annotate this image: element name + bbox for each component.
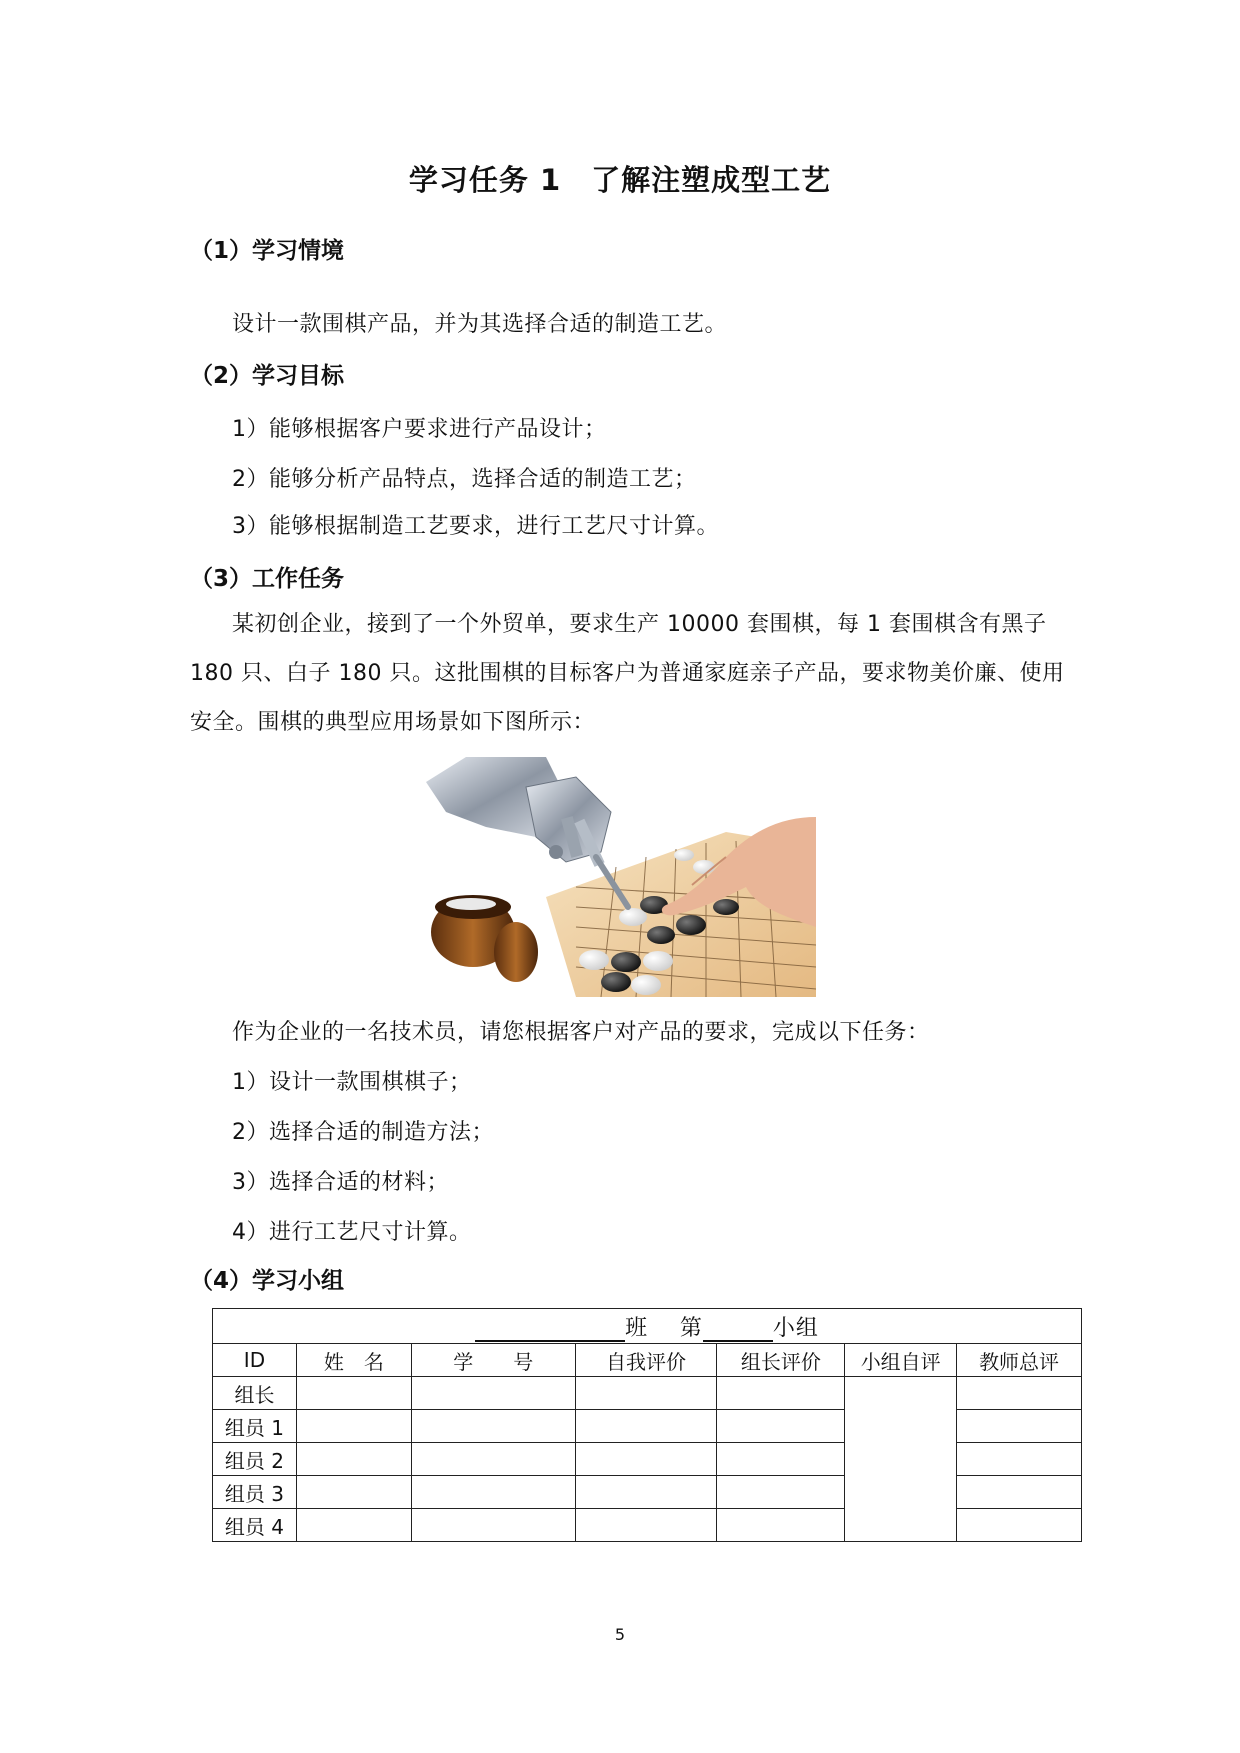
row-label-leader: 组长 (213, 1377, 297, 1410)
section-4-heading: （4）学习小组 (190, 1268, 345, 1294)
header-name: 姓 名 (296, 1344, 411, 1377)
task-intro: 作为企业的一名技术员，请您根据客户对产品的要求，完成以下任务： (232, 1020, 930, 1045)
leader-eval-cell[interactable] (717, 1410, 845, 1443)
name-cell[interactable] (296, 1476, 411, 1509)
task-item-4: 4）进行工艺尺寸计算。 (232, 1220, 472, 1245)
go-scene-illustration (426, 757, 816, 997)
name-cell[interactable] (296, 1377, 411, 1410)
group-eval-cell[interactable] (845, 1377, 957, 1542)
name-cell[interactable] (296, 1509, 411, 1542)
teacher-eval-cell[interactable] (957, 1443, 1082, 1476)
student-id-cell[interactable] (411, 1410, 575, 1443)
section-1-heading: （1）学习情境 (190, 238, 345, 264)
leader-eval-cell[interactable] (717, 1377, 845, 1410)
header-teacher-eval: 教师总评 (957, 1344, 1082, 1377)
header-leader-eval: 组长评价 (717, 1344, 845, 1377)
leader-eval-cell[interactable] (717, 1443, 845, 1476)
teacher-eval-cell[interactable] (957, 1509, 1082, 1542)
table-caption (213, 1309, 1082, 1344)
name-cell[interactable] (296, 1410, 411, 1443)
self-eval-cell[interactable] (575, 1377, 717, 1410)
leader-eval-cell[interactable] (717, 1509, 845, 1542)
leader-eval-cell[interactable] (717, 1476, 845, 1509)
section-3-heading: （3）工作任务 (190, 566, 345, 592)
caption-group: 小组 (772, 1315, 819, 1341)
table-row (213, 1377, 1082, 1410)
section-1-text: 设计一款围棋产品，并为其选择合适的制造工艺。 (232, 312, 728, 337)
task-item-1: 1）设计一款围棋棋子； (232, 1070, 472, 1095)
row-label-member-4: 组员 4 (213, 1509, 297, 1542)
teacher-eval-cell[interactable] (957, 1377, 1082, 1410)
header-self-eval: 自我评价 (575, 1344, 717, 1377)
page-title: 学习任务 1 了解注塑成型工艺 (408, 163, 832, 197)
student-id-cell[interactable] (411, 1476, 575, 1509)
go-scene-svg (426, 757, 816, 997)
row-label-member-3: 组员 3 (213, 1476, 297, 1509)
goal-item-2: 2）能够分析产品特点，选择合适的制造工艺； (232, 467, 697, 492)
header-student-id: 学 号 (411, 1344, 575, 1377)
self-eval-cell[interactable] (575, 1410, 717, 1443)
class-blank[interactable] (475, 1318, 625, 1342)
name-cell[interactable] (296, 1443, 411, 1476)
teacher-eval-cell[interactable] (957, 1410, 1082, 1443)
goal-item-3: 3）能够根据制造工艺要求，进行工艺尺寸计算。 (232, 514, 719, 539)
self-eval-cell[interactable] (575, 1509, 717, 1542)
task-paragraph: 某初创企业，接到了一个外贸单，要求生产 10000 套围棋，每 1 套围棋含有黑子 180 只、白子 180 只。这批围棋的目标客户为普通家庭亲子产品，要求物美价廉、使用安全。围棋的典型应用场景如下图所示： (190, 612, 1065, 735)
task-item-3: 3）选择合适的材料； (232, 1170, 449, 1195)
group-table (212, 1308, 1082, 1542)
page-number: 5 (614, 1625, 626, 1644)
section-2-heading: （2）学习目标 (190, 363, 345, 389)
group-number-blank[interactable] (703, 1318, 773, 1342)
student-id-cell[interactable] (411, 1377, 575, 1410)
table-header-row (213, 1344, 1082, 1377)
row-label-member-2: 组员 2 (213, 1443, 297, 1476)
row-label-member-1: 组员 1 (213, 1410, 297, 1443)
student-id-cell[interactable] (411, 1443, 575, 1476)
self-eval-cell[interactable] (575, 1476, 717, 1509)
caption-di: 第 (679, 1315, 703, 1341)
task-item-2: 2）选择合适的制造方法； (232, 1120, 494, 1145)
student-id-cell[interactable] (411, 1509, 575, 1542)
header-group-eval: 小组自评 (845, 1344, 957, 1377)
teacher-eval-cell[interactable] (957, 1476, 1082, 1509)
self-eval-cell[interactable] (575, 1443, 717, 1476)
caption-ban: 班 (625, 1315, 649, 1341)
goal-item-1: 1）能够根据客户要求进行产品设计； (232, 417, 607, 442)
header-id: ID (213, 1344, 297, 1377)
